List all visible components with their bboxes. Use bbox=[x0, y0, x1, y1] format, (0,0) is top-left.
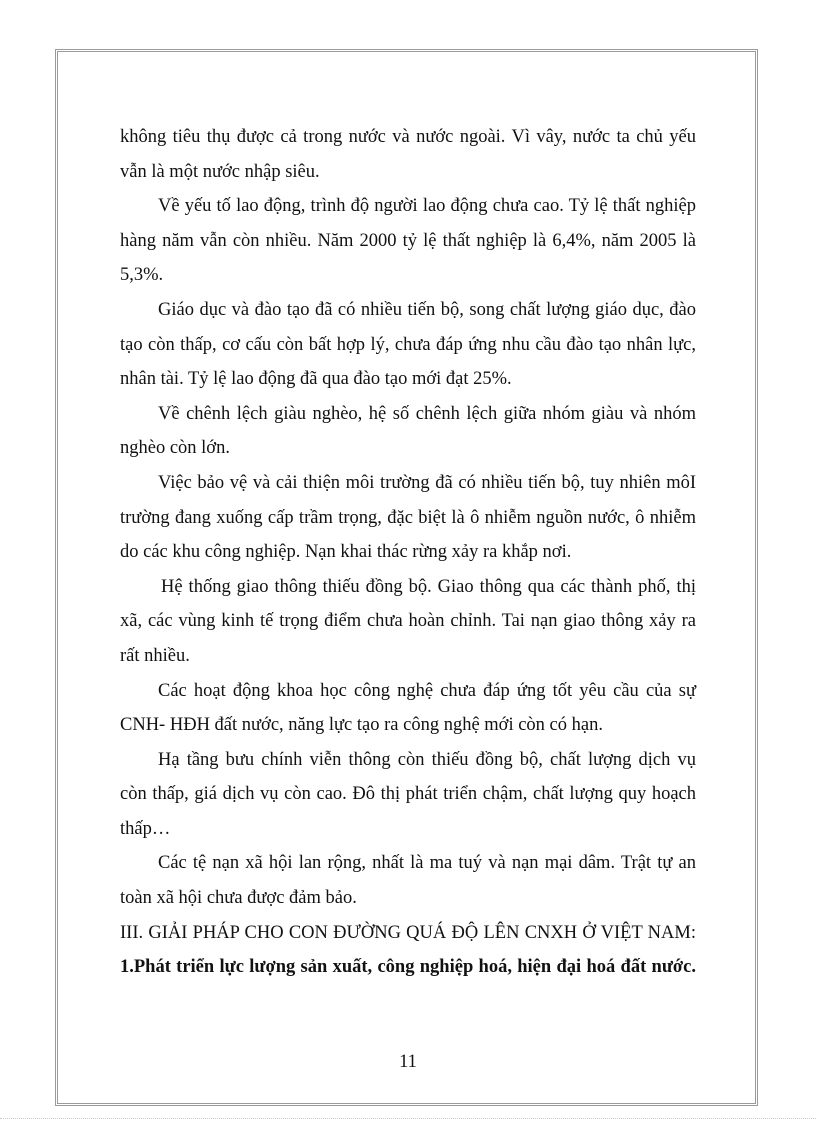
text-line: vẫn là một nước nhập siêu. bbox=[120, 161, 320, 182]
text-line: tạo còn thấp, cơ cấu còn bất hợp lý, chưa đáp ứng nhu cầu đào tạo nhân lực, bbox=[120, 334, 696, 355]
text-line: 5,3%. bbox=[120, 265, 164, 286]
text-line: nhân tài. Tỷ lệ lao động đã qua đào tạo mới đạt 25%. bbox=[120, 369, 512, 390]
text-line: Về chênh lệch giàu nghèo, hệ số chênh lệch giữa nhóm giàu và nhóm bbox=[158, 403, 696, 424]
subsection-heading: 1.Phát triển lực lượng sản xuất, công nghiệp hoá, hiện đại hoá đất nước. bbox=[120, 957, 696, 978]
text-line: không tiêu thụ được cả trong nước và nước ngoài. Vì vây, nước ta chủ yếu bbox=[120, 127, 696, 147]
text-line: Về yếu tố lao động, trình độ người lao động chưa cao. Tỷ lệ thất nghiệp bbox=[158, 196, 696, 217]
text-line: trường đang xuống cấp trầm trọng, đặc biệt là ô nhiễm nguồn nước, ô nhiễm bbox=[120, 507, 696, 528]
text-line: toàn xã hội chưa được đảm bảo. bbox=[120, 888, 357, 909]
text-line: thấp… bbox=[120, 818, 171, 839]
section-heading: III. GIẢI PHÁP CHO CON ĐƯỜNG QUÁ ĐỘ LÊN CNXH Ở VIỆT NAM: bbox=[120, 922, 696, 943]
body-text bbox=[120, 122, 696, 987]
text-line: Việc bảo vệ và cải thiện môi trường đã có nhiều tiến bộ, tuy nhiên môI bbox=[158, 472, 696, 493]
text-line: nghèo còn lớn. bbox=[120, 438, 230, 459]
page-number: 11 bbox=[399, 1052, 417, 1072]
text-line: Các tệ nạn xã hội lan rộng, nhất là ma tuý và nạn mại dâm. Trật tự an bbox=[158, 853, 696, 874]
text-line: hàng năm vẫn còn nhiều. Năm 2000 tỷ lệ thất nghiệp là 6,4%, năm 2005 là bbox=[120, 230, 696, 251]
footer-divider bbox=[0, 1118, 816, 1119]
text-line: Các hoạt động khoa học công nghệ chưa đáp ứng tốt yêu cầu của sự bbox=[158, 680, 696, 701]
text-line: xã, các vùng kinh tế trọng điểm chưa hoàn chỉnh. Tai nạn giao thông xảy ra bbox=[120, 611, 696, 632]
text-line: Hệ thống giao thông thiếu đồng bộ. Giao thông qua các thành phố, thị bbox=[161, 576, 696, 597]
text-line: Hạ tầng bưu chính viễn thông còn thiếu đồng bộ, chất lượng dịch vụ bbox=[158, 749, 696, 770]
text-line: còn thấp, giá dịch vụ còn cao. Đô thị phát triển chậm, chất lượng quy hoạch bbox=[120, 784, 696, 805]
text-line: CNH- HĐH đất nước, năng lực tạo ra công nghệ mới còn có hạn. bbox=[120, 715, 603, 736]
text-line: Giáo dục và đào tạo đã có nhiều tiến bộ, song chất lượng giáo dục, đào bbox=[158, 299, 696, 320]
text-line: do các khu công nghiệp. Nạn khai thác rừng xảy ra khắp nơi. bbox=[120, 542, 572, 563]
text-line: rất nhiều. bbox=[120, 645, 190, 666]
